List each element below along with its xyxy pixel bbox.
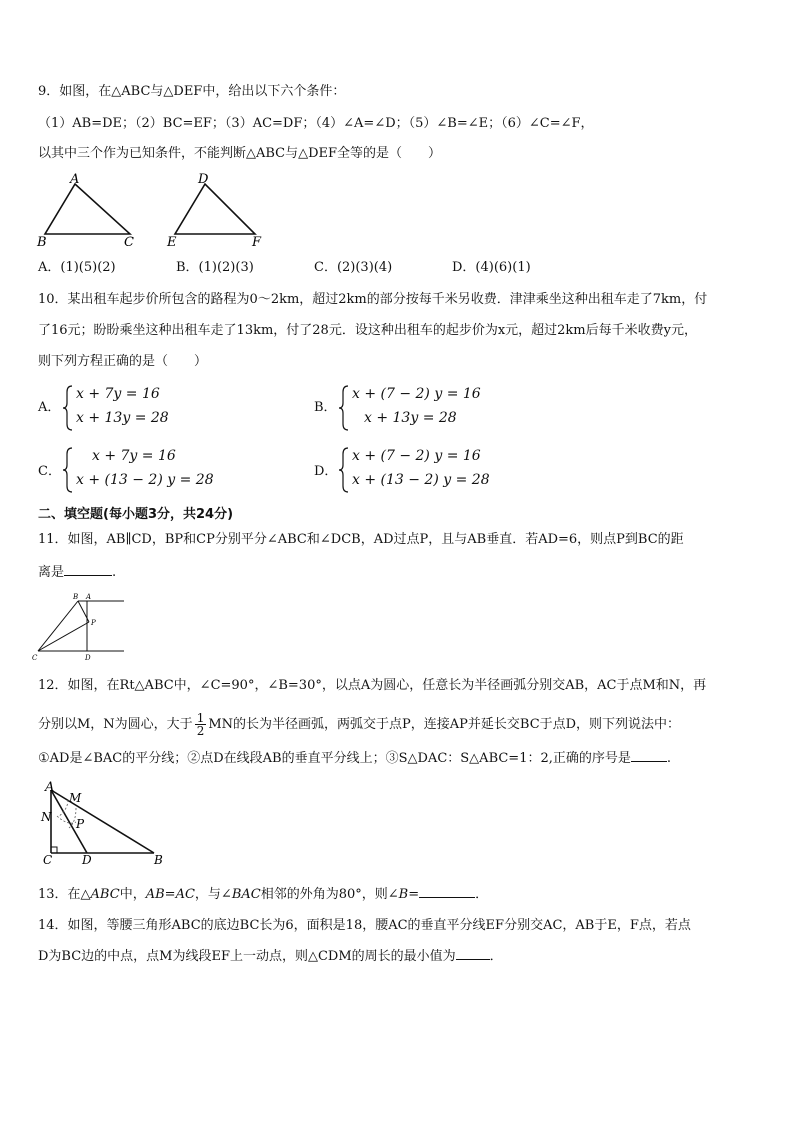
- q14-line2-text: D为BC边的中点，点M为线段EF上一动点，则△CDM的周长的最小值为: [38, 949, 456, 964]
- label-B: B: [154, 853, 163, 867]
- q13-text: =: [164, 887, 176, 902]
- label-P: P: [76, 817, 85, 831]
- triangle-abc: [36, 172, 134, 250]
- q12-line3-text: ①AD是∠BAC的平分线；②点D在线段AB的垂直平分线上；③S△DAC：S△ABC=1：2,正确的序号是: [38, 751, 631, 766]
- q9-option-d: D．(4)(6)(1): [452, 260, 531, 275]
- equation: x + 13y = 28: [364, 410, 457, 426]
- q10-line3: 则下列方程正确的是（ ）: [38, 354, 208, 369]
- q10-option-a-system: [76, 384, 276, 432]
- q12-line2-pre: 分别以M，N为圆心，大于: [38, 717, 193, 732]
- q10-option-c-label: C．: [38, 464, 61, 479]
- q13-text: =: [408, 887, 420, 902]
- answer-blank: [456, 946, 490, 960]
- q13-text: ，与∠: [194, 887, 232, 902]
- label-A: A: [45, 780, 55, 795]
- q11-figure: [32, 590, 132, 664]
- label-D: D: [198, 172, 209, 187]
- equation: x + (7 − 2) y = 16: [352, 386, 481, 402]
- label-C: C: [43, 853, 53, 867]
- q13-line: [38, 884, 488, 905]
- label-N: N: [41, 810, 52, 824]
- q13-var: BAC: [231, 887, 261, 902]
- q10-line1: 10．某出租车起步价所包含的路程为0～2km，超过2km的部分按每千米另收费．津津乘坐这种出租车走了7km，付: [38, 292, 708, 307]
- fraction-denominator: 2: [196, 724, 205, 738]
- q9-option-a: A．(1)(5)(2): [38, 260, 116, 275]
- label-A: A: [70, 172, 80, 187]
- section-heading: 二、填空题(每小题3分，共24分): [38, 507, 234, 522]
- equation: x + 7y = 16: [76, 386, 160, 402]
- q13-var: B: [398, 887, 409, 902]
- label-B: B: [73, 593, 79, 601]
- fraction: [195, 712, 207, 737]
- equation: x + 13y = 28: [76, 410, 169, 426]
- answer-blank: [631, 748, 667, 762]
- q9-option-b: B．(1)(2)(3): [176, 260, 254, 275]
- equation: x + (13 − 2) y = 28: [76, 472, 214, 488]
- equation: x + 7y = 16: [92, 448, 176, 464]
- equation: x + (13 − 2) y = 28: [352, 472, 490, 488]
- q11-line2-text: 离是: [38, 565, 65, 580]
- brace-icon: [62, 384, 74, 432]
- answer-blank: [419, 884, 475, 898]
- q12-line2-post: MN的长为半径画弧，两弧交于点P，连接AP并延长交BC于点D，则下列说法中：: [208, 717, 681, 732]
- q12-line3: [38, 748, 671, 769]
- q11-line1: 11．如图，AB∥CD，BP和CP分别平分∠ABC和∠DCB，AD过点P，且与AB垂直．若AD=6，则点P到BC的距: [38, 532, 684, 547]
- label-C: C: [124, 235, 134, 250]
- equation: x + (7 − 2) y = 16: [352, 448, 481, 464]
- brace-icon: [338, 446, 350, 494]
- q9-conditions: （1）AB=DE；（2）BC=EF；（3）AC=DF；（4）∠A=∠D；（5）∠B=∠E；（6）∠C=∠F，: [38, 116, 594, 131]
- brace-icon: [62, 446, 74, 494]
- q12-line1: 12．如图，在Rt△ABC中，∠C=90°，∠B=30°，以点A为圆心，任意长为半径画弧分别交AB，AC于点M和N，再: [38, 678, 707, 693]
- q14-line2-end: ．: [489, 949, 503, 964]
- q13-var: ABC: [90, 887, 120, 902]
- q14-line1: 14．如图，等腰三角形ABC的底边BC长为6，面积是18，腰AC的垂直平分线EF分别交AC，AB于E，F点，若点: [38, 918, 691, 933]
- q13-var: AC: [175, 887, 195, 902]
- q11-line2-end: .: [112, 565, 117, 580]
- q10-option-c-system: [76, 446, 296, 494]
- q10-option-d-system: [352, 446, 592, 494]
- q10-option-b-label: B．: [314, 400, 337, 415]
- label-C: C: [32, 654, 38, 662]
- q13-text: 中，: [119, 887, 146, 902]
- label-P: P: [91, 619, 96, 627]
- label-B: B: [37, 235, 47, 250]
- label-A: A: [86, 593, 92, 601]
- q14-line2: [38, 946, 503, 967]
- q9-stem: 9．如图，在△ABC与△DEF中，给出以下六个条件：: [38, 84, 346, 99]
- label-E: E: [167, 235, 177, 250]
- q9-option-c: C．(2)(3)(4): [314, 260, 393, 275]
- q11-line2: [38, 562, 116, 583]
- q10-option-d-label: D．: [314, 464, 338, 479]
- label-F: F: [252, 235, 262, 250]
- label-M: M: [69, 791, 82, 805]
- q10-line2: 了16元；盼盼乘坐这种出租车走了13km，付了28元．设这种出租车的起步价为x元，超过2km后每千米收费y元，: [38, 323, 697, 338]
- q9-question: 以其中三个作为已知条件，不能判断△ABC与△DEF全等的是（ ）: [38, 146, 442, 161]
- brace-icon: [338, 384, 350, 432]
- q12-figure: [36, 778, 176, 868]
- label-D: D: [85, 654, 91, 662]
- triangle-def: [166, 172, 262, 250]
- q12-line2: [38, 708, 680, 742]
- fraction-numerator: 1: [196, 711, 205, 725]
- q13-text: 相邻的外角为80°，则∠: [260, 887, 399, 902]
- q10-option-a-label: A．: [38, 400, 61, 415]
- label-D: D: [82, 853, 92, 867]
- q10-option-b-system: [352, 384, 572, 432]
- q9-triangle-figures: [30, 168, 290, 252]
- q13-var: AB: [145, 887, 165, 902]
- q12-line3-end: .: [666, 751, 672, 766]
- q13-text: 13．在△: [38, 887, 91, 902]
- answer-blank: [64, 562, 112, 576]
- q13-text: ．: [475, 887, 489, 902]
